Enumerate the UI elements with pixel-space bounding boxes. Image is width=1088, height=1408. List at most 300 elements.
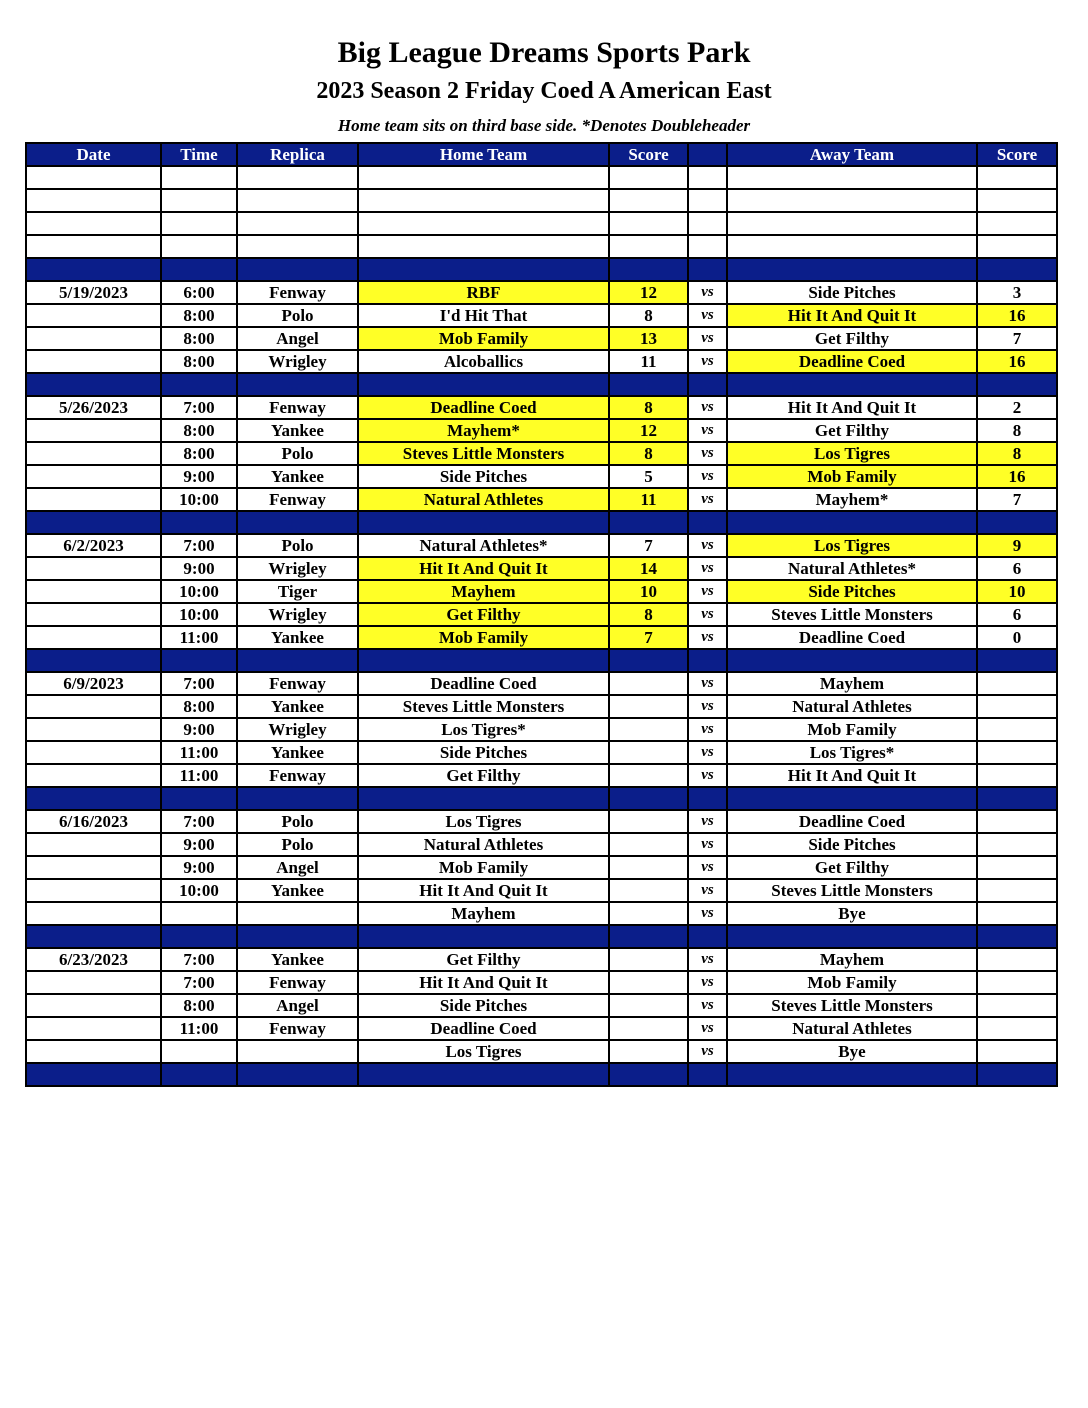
separator-row-date-cell [26, 1063, 161, 1086]
blank-row-vs-cell [688, 166, 727, 189]
game-row [26, 557, 1057, 580]
time-cell: 8:00 [161, 304, 237, 327]
game-row [26, 603, 1057, 626]
time-cell: 8:00 [161, 419, 237, 442]
col-header-home-team: Home Team [358, 143, 609, 166]
blank-row-home-team-cell [358, 235, 609, 258]
date-cell [26, 718, 161, 741]
separator-row [26, 925, 1057, 948]
time-cell: 7:00 [161, 534, 237, 557]
replica-cell: Polo [237, 833, 358, 856]
header-row [26, 143, 1057, 166]
away-score-cell [977, 902, 1057, 925]
game-row [26, 971, 1057, 994]
home-team-cell: Mob Family [358, 856, 609, 879]
home-team-cell: Get Filthy [358, 603, 609, 626]
date-cell [26, 626, 161, 649]
away-team-cell: Mayhem* [727, 488, 977, 511]
away-score-cell [977, 856, 1057, 879]
col-header-vs [688, 143, 727, 166]
home-score-cell: 12 [609, 419, 688, 442]
home-team-cell: Hit It And Quit It [358, 879, 609, 902]
date-cell: 5/26/2023 [26, 396, 161, 419]
home-team-cell: Natural Athletes [358, 488, 609, 511]
replica-cell: Polo [237, 304, 358, 327]
blank-row-date-cell [26, 212, 161, 235]
time-cell: 7:00 [161, 396, 237, 419]
vs-cell: vs [688, 580, 727, 603]
game-row [26, 672, 1057, 695]
time-cell [161, 902, 237, 925]
home-score-cell: 5 [609, 465, 688, 488]
blank-row-away-score-cell [977, 189, 1057, 212]
home-score-cell [609, 764, 688, 787]
home-team-cell: Mob Family [358, 626, 609, 649]
home-team-cell: I'd Hit That [358, 304, 609, 327]
home-score-cell [609, 695, 688, 718]
replica-cell: Fenway [237, 1017, 358, 1040]
home-team-cell: Deadline Coed [358, 396, 609, 419]
blank-row-away-team-cell [727, 212, 977, 235]
away-score-cell [977, 994, 1057, 1017]
separator-row-date-cell [26, 373, 161, 396]
date-cell [26, 304, 161, 327]
home-score-cell: 8 [609, 603, 688, 626]
replica-cell: Yankee [237, 465, 358, 488]
replica-cell: Angel [237, 856, 358, 879]
replica-cell: Yankee [237, 879, 358, 902]
separator-row-home-team-cell [358, 1063, 609, 1086]
away-team-cell: Mayhem [727, 948, 977, 971]
separator-row-away-team-cell [727, 373, 977, 396]
away-team-cell: Side Pitches [727, 833, 977, 856]
away-team-cell: Hit It And Quit It [727, 304, 977, 327]
away-score-cell [977, 718, 1057, 741]
home-score-cell: 8 [609, 304, 688, 327]
game-row [26, 465, 1057, 488]
away-team-cell: Side Pitches [727, 580, 977, 603]
separator-row-time-cell [161, 649, 237, 672]
blank-row-replica-cell [237, 235, 358, 258]
home-score-cell: 7 [609, 534, 688, 557]
home-team-cell: Side Pitches [358, 994, 609, 1017]
away-score-cell: 16 [977, 304, 1057, 327]
blank-row-time-cell [161, 212, 237, 235]
separator-row-vs-cell [688, 649, 727, 672]
schedule-table [25, 142, 1058, 1087]
vs-cell: vs [688, 879, 727, 902]
vs-cell: vs [688, 833, 727, 856]
replica-cell: Polo [237, 442, 358, 465]
separator-row-replica-cell [237, 787, 358, 810]
game-row [26, 764, 1057, 787]
away-team-cell: Bye [727, 1040, 977, 1063]
game-row [26, 1040, 1057, 1063]
date-cell [26, 833, 161, 856]
vs-cell: vs [688, 419, 727, 442]
game-row [26, 442, 1057, 465]
separator-row-time-cell [161, 925, 237, 948]
vs-cell: vs [688, 856, 727, 879]
vs-cell: vs [688, 1017, 727, 1040]
home-score-cell [609, 879, 688, 902]
away-team-cell: Hit It And Quit It [727, 396, 977, 419]
blank-row [26, 235, 1057, 258]
time-cell: 8:00 [161, 327, 237, 350]
replica-cell: Polo [237, 810, 358, 833]
date-cell [26, 741, 161, 764]
home-team-cell: Natural Athletes [358, 833, 609, 856]
vs-cell: vs [688, 718, 727, 741]
blank-row [26, 189, 1057, 212]
home-team-cell: Get Filthy [358, 764, 609, 787]
time-cell: 11:00 [161, 1017, 237, 1040]
col-header-away-team: Away Team [727, 143, 977, 166]
blank-row-away-team-cell [727, 189, 977, 212]
vs-cell: vs [688, 396, 727, 419]
vs-cell: vs [688, 902, 727, 925]
separator-row-time-cell [161, 373, 237, 396]
vs-cell: vs [688, 810, 727, 833]
away-team-cell: Los Tigres* [727, 741, 977, 764]
separator-row-home-team-cell [358, 373, 609, 396]
home-score-cell [609, 810, 688, 833]
replica-cell: Angel [237, 327, 358, 350]
blank-row-date-cell [26, 189, 161, 212]
vs-cell: vs [688, 281, 727, 304]
separator-row-home-score-cell [609, 373, 688, 396]
separator-row-home-score-cell [609, 511, 688, 534]
separator-row-away-team-cell [727, 511, 977, 534]
separator-row-away-score-cell [977, 258, 1057, 281]
separator-row-replica-cell [237, 1063, 358, 1086]
vs-cell: vs [688, 764, 727, 787]
date-cell [26, 580, 161, 603]
blank-row-away-team-cell [727, 166, 977, 189]
time-cell: 7:00 [161, 948, 237, 971]
away-team-cell: Los Tigres [727, 442, 977, 465]
away-score-cell: 16 [977, 465, 1057, 488]
separator-row-away-team-cell [727, 258, 977, 281]
home-team-cell: Los Tigres* [358, 718, 609, 741]
date-cell [26, 488, 161, 511]
home-score-cell: 10 [609, 580, 688, 603]
time-cell: 10:00 [161, 580, 237, 603]
date-cell [26, 902, 161, 925]
blank-row-away-score-cell [977, 166, 1057, 189]
away-score-cell: 6 [977, 557, 1057, 580]
home-team-cell: Hit It And Quit It [358, 971, 609, 994]
separator-row-date-cell [26, 258, 161, 281]
home-team-cell: RBF [358, 281, 609, 304]
away-score-cell [977, 741, 1057, 764]
separator-row-vs-cell [688, 1063, 727, 1086]
home-score-cell [609, 833, 688, 856]
time-cell: 10:00 [161, 488, 237, 511]
separator-row-vs-cell [688, 925, 727, 948]
game-row [26, 304, 1057, 327]
schedule-body [26, 166, 1057, 1086]
blank-row-away-score-cell [977, 212, 1057, 235]
blank-row-vs-cell [688, 235, 727, 258]
blank-row-vs-cell [688, 212, 727, 235]
game-row [26, 1017, 1057, 1040]
separator-row [26, 649, 1057, 672]
time-cell: 9:00 [161, 856, 237, 879]
replica-cell: Yankee [237, 741, 358, 764]
game-row [26, 488, 1057, 511]
away-score-cell: 8 [977, 419, 1057, 442]
replica-cell: Yankee [237, 695, 358, 718]
home-team-cell: Deadline Coed [358, 672, 609, 695]
separator-row-away-score-cell [977, 649, 1057, 672]
replica-cell [237, 902, 358, 925]
blank-row-home-team-cell [358, 166, 609, 189]
replica-cell: Wrigley [237, 718, 358, 741]
time-cell: 10:00 [161, 879, 237, 902]
home-team-cell: Mayhem [358, 902, 609, 925]
separator-row [26, 1063, 1057, 1086]
separator-row-time-cell [161, 1063, 237, 1086]
separator-row-home-team-cell [358, 787, 609, 810]
separator-row [26, 511, 1057, 534]
away-team-cell: Steves Little Monsters [727, 603, 977, 626]
away-score-cell: 16 [977, 350, 1057, 373]
separator-row-replica-cell [237, 258, 358, 281]
blank-row-time-cell [161, 189, 237, 212]
replica-cell: Fenway [237, 396, 358, 419]
away-team-cell: Deadline Coed [727, 810, 977, 833]
blank-row-replica-cell [237, 166, 358, 189]
date-cell [26, 1040, 161, 1063]
date-cell [26, 603, 161, 626]
blank-row-date-cell [26, 235, 161, 258]
home-score-cell: 13 [609, 327, 688, 350]
home-team-cell: Steves Little Monsters [358, 695, 609, 718]
blank-row-away-team-cell [727, 235, 977, 258]
home-score-cell: 11 [609, 488, 688, 511]
time-cell: 6:00 [161, 281, 237, 304]
blank-row-home-score-cell [609, 166, 688, 189]
away-score-cell: 10 [977, 580, 1057, 603]
home-team-cell: Los Tigres [358, 810, 609, 833]
date-cell [26, 350, 161, 373]
home-score-cell [609, 1040, 688, 1063]
blank-row-home-score-cell [609, 189, 688, 212]
separator-row-vs-cell [688, 787, 727, 810]
away-score-cell [977, 879, 1057, 902]
home-team-cell: Hit It And Quit It [358, 557, 609, 580]
home-team-cell: Mayhem* [358, 419, 609, 442]
replica-cell: Fenway [237, 281, 358, 304]
time-cell: 11:00 [161, 741, 237, 764]
home-team-cell: Los Tigres [358, 1040, 609, 1063]
date-cell [26, 971, 161, 994]
away-score-cell [977, 810, 1057, 833]
date-cell: 6/2/2023 [26, 534, 161, 557]
replica-cell: Wrigley [237, 557, 358, 580]
time-cell: 7:00 [161, 810, 237, 833]
blank-row-away-score-cell [977, 235, 1057, 258]
separator-row-away-score-cell [977, 373, 1057, 396]
away-team-cell: Side Pitches [727, 281, 977, 304]
blank-row [26, 166, 1057, 189]
home-score-cell: 11 [609, 350, 688, 373]
separator-row [26, 787, 1057, 810]
separator-row-home-score-cell [609, 649, 688, 672]
away-team-cell: Deadline Coed [727, 626, 977, 649]
away-score-cell: 7 [977, 327, 1057, 350]
vs-cell: vs [688, 465, 727, 488]
blank-row [26, 212, 1057, 235]
time-cell: 8:00 [161, 994, 237, 1017]
separator-row-time-cell [161, 258, 237, 281]
separator-row-home-team-cell [358, 649, 609, 672]
separator-row-away-team-cell [727, 649, 977, 672]
replica-cell: Wrigley [237, 603, 358, 626]
home-team-cell: Deadline Coed [358, 1017, 609, 1040]
game-row [26, 534, 1057, 557]
separator-row-home-team-cell [358, 925, 609, 948]
game-row [26, 718, 1057, 741]
home-score-cell [609, 718, 688, 741]
separator-row-replica-cell [237, 373, 358, 396]
separator-row-date-cell [26, 925, 161, 948]
blank-row-date-cell [26, 166, 161, 189]
time-cell: 8:00 [161, 442, 237, 465]
separator-row-away-score-cell [977, 1063, 1057, 1086]
game-row [26, 327, 1057, 350]
replica-cell: Tiger [237, 580, 358, 603]
replica-cell: Angel [237, 994, 358, 1017]
replica-cell: Fenway [237, 488, 358, 511]
away-score-cell: 6 [977, 603, 1057, 626]
vs-cell: vs [688, 672, 727, 695]
time-cell: 8:00 [161, 350, 237, 373]
separator-row-replica-cell [237, 649, 358, 672]
away-team-cell: Steves Little Monsters [727, 994, 977, 1017]
game-row [26, 741, 1057, 764]
home-team-cell: Mayhem [358, 580, 609, 603]
away-team-cell: Get Filthy [727, 856, 977, 879]
blank-row-vs-cell [688, 189, 727, 212]
time-cell: 9:00 [161, 833, 237, 856]
separator-row-home-team-cell [358, 258, 609, 281]
away-team-cell: Mob Family [727, 971, 977, 994]
separator-row-home-team-cell [358, 511, 609, 534]
col-header-home-score: Score [609, 143, 688, 166]
separator-row-vs-cell [688, 258, 727, 281]
separator-row-home-score-cell [609, 925, 688, 948]
game-row [26, 833, 1057, 856]
separator-row [26, 258, 1057, 281]
vs-cell: vs [688, 557, 727, 580]
separator-row [26, 373, 1057, 396]
separator-row-vs-cell [688, 373, 727, 396]
blank-row-home-team-cell [358, 212, 609, 235]
away-team-cell: Los Tigres [727, 534, 977, 557]
separator-row-replica-cell [237, 925, 358, 948]
home-score-cell: 12 [609, 281, 688, 304]
vs-cell: vs [688, 350, 727, 373]
separator-row-date-cell [26, 649, 161, 672]
date-cell [26, 764, 161, 787]
replica-cell: Fenway [237, 764, 358, 787]
replica-cell: Fenway [237, 971, 358, 994]
vs-cell: vs [688, 695, 727, 718]
home-score-cell: 8 [609, 442, 688, 465]
home-score-cell [609, 672, 688, 695]
separator-row-time-cell [161, 511, 237, 534]
away-team-cell: Mob Family [727, 718, 977, 741]
home-score-cell [609, 971, 688, 994]
home-score-cell [609, 856, 688, 879]
blank-row-home-score-cell [609, 212, 688, 235]
date-cell [26, 419, 161, 442]
game-row [26, 879, 1057, 902]
home-score-cell [609, 902, 688, 925]
replica-cell: Wrigley [237, 350, 358, 373]
date-cell: 6/9/2023 [26, 672, 161, 695]
away-score-cell [977, 1017, 1057, 1040]
date-cell: 6/23/2023 [26, 948, 161, 971]
away-team-cell: Get Filthy [727, 419, 977, 442]
away-score-cell [977, 1040, 1057, 1063]
time-cell: 11:00 [161, 626, 237, 649]
date-cell [26, 856, 161, 879]
away-team-cell: Steves Little Monsters [727, 879, 977, 902]
col-header-replica: Replica [237, 143, 358, 166]
separator-row-away-team-cell [727, 925, 977, 948]
away-team-cell: Deadline Coed [727, 350, 977, 373]
time-cell: 9:00 [161, 718, 237, 741]
separator-row-home-score-cell [609, 787, 688, 810]
game-row [26, 350, 1057, 373]
separator-row-time-cell [161, 787, 237, 810]
page-title: Big League Dreams Sports Park [337, 36, 751, 69]
away-score-cell [977, 971, 1057, 994]
home-team-cell: Mob Family [358, 327, 609, 350]
date-cell: 6/16/2023 [26, 810, 161, 833]
time-cell: 11:00 [161, 764, 237, 787]
game-row [26, 902, 1057, 925]
home-score-cell: 8 [609, 396, 688, 419]
replica-cell: Yankee [237, 948, 358, 971]
away-team-cell: Natural Athletes [727, 695, 977, 718]
replica-cell: Yankee [237, 419, 358, 442]
blank-row-replica-cell [237, 189, 358, 212]
home-score-cell [609, 948, 688, 971]
away-team-cell: Get Filthy [727, 327, 977, 350]
separator-row-away-score-cell [977, 925, 1057, 948]
game-row [26, 810, 1057, 833]
vs-cell: vs [688, 304, 727, 327]
schedule-note: Home team sits on third base side. *Denotes Doubleheader [337, 116, 751, 135]
away-team-cell: Bye [727, 902, 977, 925]
separator-row-away-team-cell [727, 1063, 977, 1086]
blank-row-replica-cell [237, 212, 358, 235]
vs-cell: vs [688, 327, 727, 350]
away-score-cell: 2 [977, 396, 1057, 419]
home-score-cell [609, 1017, 688, 1040]
away-team-cell: Hit It And Quit It [727, 764, 977, 787]
away-score-cell [977, 672, 1057, 695]
date-cell [26, 994, 161, 1017]
time-cell: 7:00 [161, 971, 237, 994]
vs-cell: vs [688, 488, 727, 511]
away-team-cell: Natural Athletes [727, 1017, 977, 1040]
away-score-cell: 8 [977, 442, 1057, 465]
